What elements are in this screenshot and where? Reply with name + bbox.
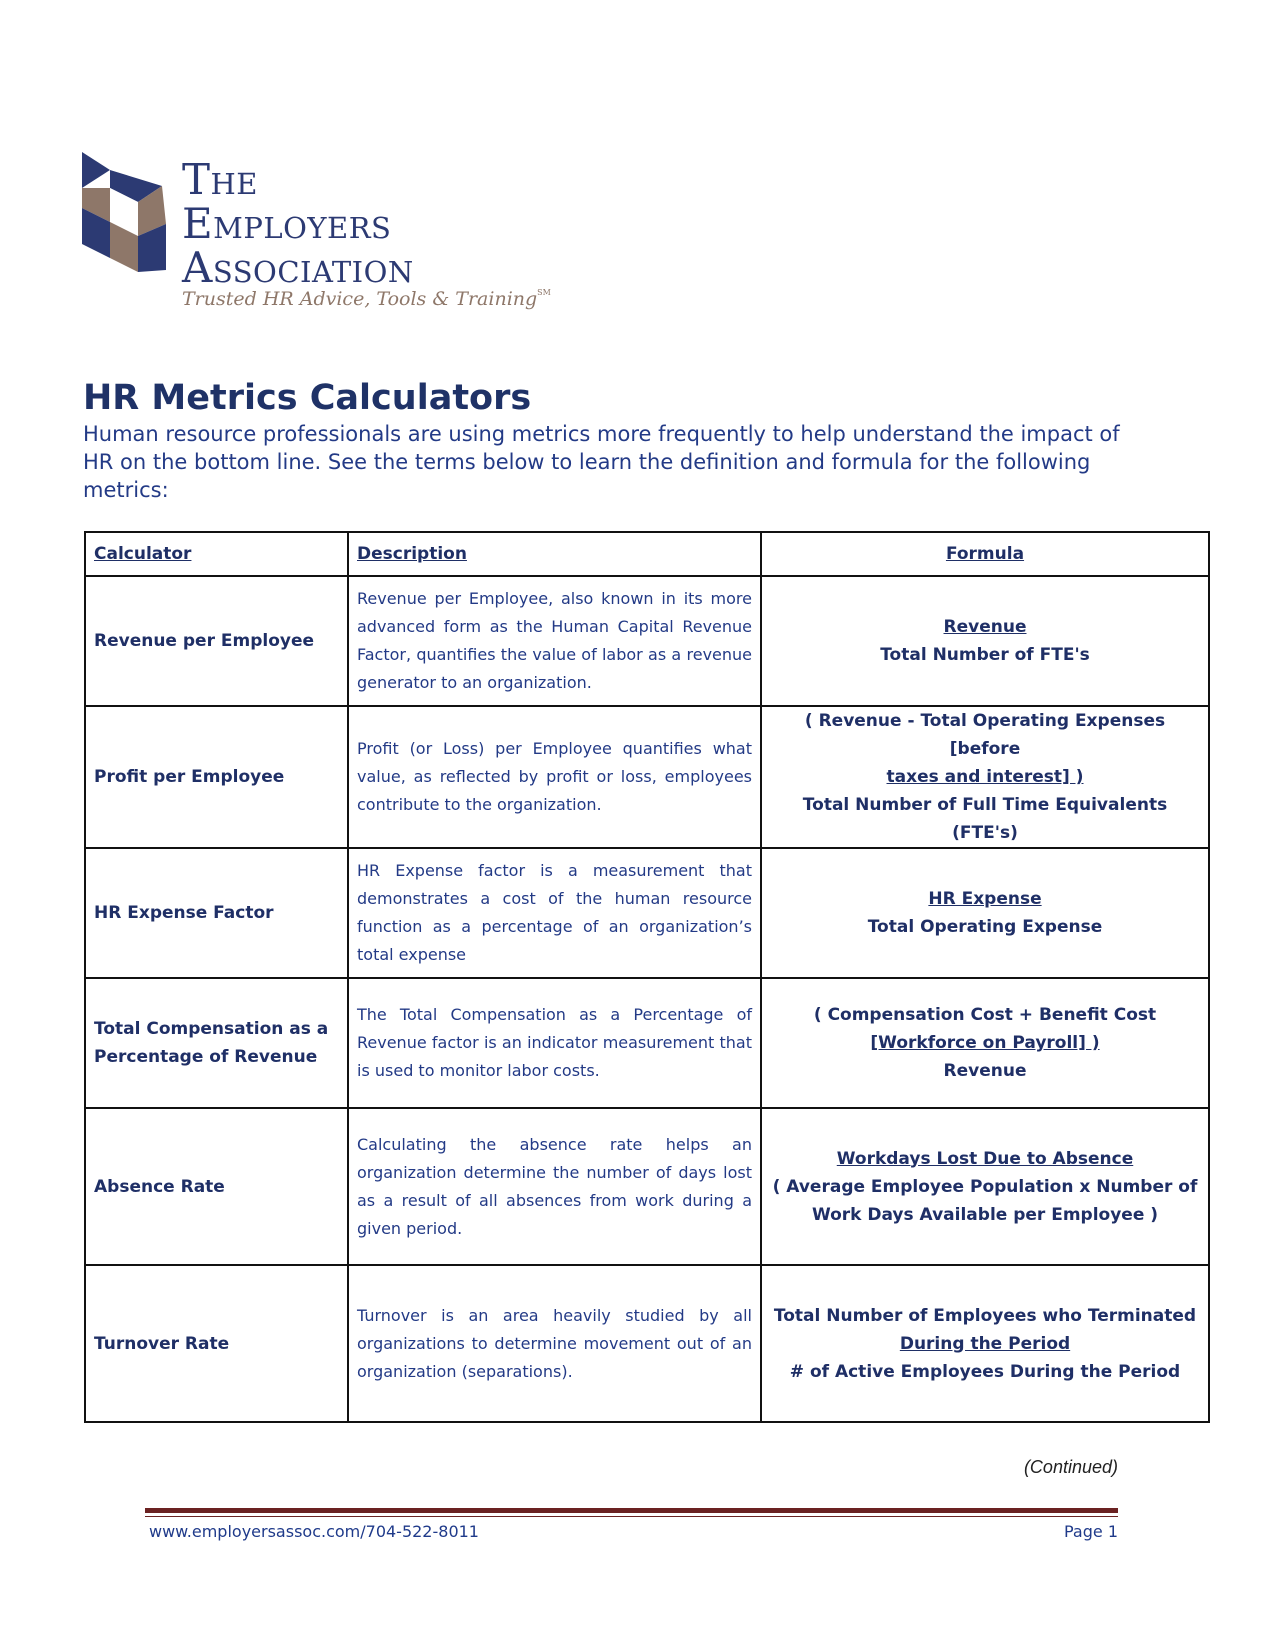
service-mark: SM <box>537 288 551 297</box>
table-row <box>85 848 1209 978</box>
formula-denominator: Total Number of FTE's <box>880 645 1090 665</box>
logo-wordmark <box>182 155 414 292</box>
header-calculator: Calculator <box>85 532 348 576</box>
footer-rule-thin <box>145 1516 1118 1517</box>
formula-numerator: Workdays Lost Due to Absence <box>836 1148 1134 1169</box>
calculator-name: Absence Rate <box>85 1108 348 1265</box>
intro-paragraph: Human resource professionals are using metrics more frequently to help understand the impact of HR on the bottom line. See the terms below to learn the definition and formula for the following metrics: <box>83 422 1120 502</box>
formula-numerator-line1: ( Compensation Cost + Benefit Cost <box>813 1005 1157 1025</box>
formula-denominator: Total Operating Expense <box>867 917 1103 937</box>
table-row <box>85 1265 1209 1422</box>
logo-word-the: The <box>182 155 258 204</box>
calculator-description: Turnover is an area heavily studied by all organizations to determine movement out of an organization (separations). <box>348 1265 761 1422</box>
calculator-name: Total Compensation as a Percentage of Revenue <box>85 978 348 1108</box>
header-description: Description <box>348 532 761 576</box>
footer-rule <box>145 1508 1118 1513</box>
calculator-name: Revenue per Employee <box>85 576 348 706</box>
formula-denominator-line1: ( Average Employee Population x Number of <box>772 1176 1198 1197</box>
logo-word-association: Association <box>182 243 414 292</box>
logo-tagline-text: Trusted HR Advice, Tools & Training <box>182 288 538 310</box>
formula-denominator: # of Active Employees During the Period <box>789 1361 1181 1382</box>
calculator-description: Calculating the absence rate helps an organization determine the number of days lost as a result of all absences from work during a given period. <box>348 1108 761 1265</box>
calculator-description: Revenue per Employee, also known in its more advanced form as the Human Capital Revenue Factor, quantifies the value of labor as a revenue generator to an organization. <box>348 576 761 706</box>
calculator-name: Profit per Employee <box>85 706 348 848</box>
page-title: HR Metrics Calculators <box>83 378 532 418</box>
calculator-name: HR Expense Factor <box>85 848 348 978</box>
formula-numerator: HR Expense <box>928 889 1042 909</box>
calculator-formula <box>761 1108 1209 1265</box>
table-header-row <box>85 532 1209 576</box>
formula-numerator-line1: ( Revenue - Total Operating Expenses [before <box>804 711 1166 759</box>
calculator-formula <box>761 848 1209 978</box>
calculator-formula <box>761 1265 1209 1422</box>
formula-numerator-line2: During the Period <box>899 1333 1071 1354</box>
table-row <box>85 1108 1209 1265</box>
formula-numerator: Revenue <box>943 617 1027 637</box>
formula-numerator-line2: [Workforce on Payroll] ) <box>870 1033 1100 1053</box>
continued-note: (Continued) <box>1023 1457 1118 1477</box>
table-row <box>85 576 1209 706</box>
footer-contact: www.employersassoc.com/704-522-8011 <box>149 1522 479 1541</box>
page-number: Page 1 <box>1064 1522 1118 1541</box>
header-formula: Formula <box>761 532 1209 576</box>
logo-mark-icon <box>82 152 172 277</box>
formula-numerator-line1: Total Number of Employees who Terminated <box>773 1305 1197 1326</box>
calculator-formula <box>761 576 1209 706</box>
organization-logo <box>82 152 551 322</box>
calculator-formula <box>761 978 1209 1108</box>
formula-denominator-line2: Work Days Available per Employee ) <box>811 1204 1159 1225</box>
metrics-table <box>84 531 1210 1423</box>
logo-word-employers: Employers <box>182 199 392 248</box>
table-row <box>85 978 1209 1108</box>
calculator-description: HR Expense factor is a measurement that demonstrates a cost of the human resource function as a percentage of an organization’s total expense <box>348 848 761 978</box>
calculator-formula <box>761 706 1209 848</box>
calculator-description: The Total Compensation as a Percentage of Revenue factor is an indicator measurement that is used to monitor labor costs. <box>348 978 761 1108</box>
calculator-description: Profit (or Loss) per Employee quantifies what value, as reflected by profit or loss, employees contribute to the organization. <box>348 706 761 848</box>
formula-numerator-line2: taxes and interest] ) <box>886 767 1084 787</box>
logo-tagline <box>182 288 551 310</box>
calculator-name: Turnover Rate <box>85 1265 348 1422</box>
table-row <box>85 706 1209 848</box>
formula-denominator: Revenue <box>943 1061 1027 1081</box>
formula-denominator: Total Number of Full Time Equivalents (FTE's) <box>802 795 1168 843</box>
